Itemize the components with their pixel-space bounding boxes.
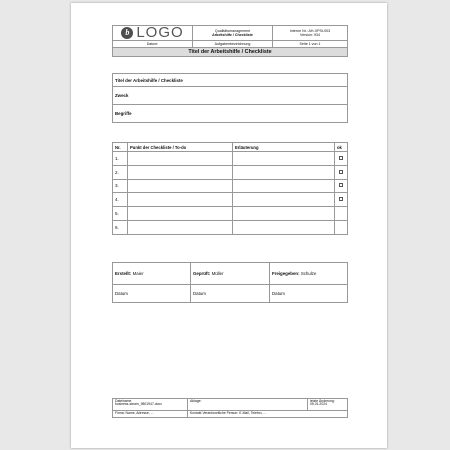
- item-cell[interactable]: [128, 220, 233, 234]
- footer-storage: Ablage:: [188, 399, 308, 411]
- checkbox[interactable]: [339, 156, 343, 160]
- explanation-cell[interactable]: [233, 207, 335, 221]
- document-title: Titel der Arbeitshilfe / Checkliste: [113, 48, 348, 57]
- row-number: 5.: [113, 207, 128, 221]
- header-category: Qualitätsmanagement Arbeitshilfe / Checkliste: [193, 26, 273, 41]
- logo-text: LOGO: [136, 23, 184, 41]
- created-date[interactable]: Datum: [113, 285, 191, 303]
- created-name: Maier: [132, 271, 144, 276]
- ok-cell: [335, 207, 348, 221]
- info-terms-value[interactable]: [173, 105, 348, 123]
- info-terms-label: Begriffe: [113, 105, 173, 123]
- checked-name: Müller: [211, 271, 224, 276]
- column-header-item: Punkt der Checkliste / To-do: [128, 143, 233, 152]
- info-purpose-label: Zweck: [113, 87, 173, 105]
- item-cell[interactable]: [128, 152, 233, 166]
- document-header: [112, 25, 348, 57]
- column-header-explanation: Erläuterung: [233, 143, 335, 152]
- table-row: [113, 179, 348, 193]
- footer-contact: Kontakt Verantwortliche Person: E-Mail, Telefon, ...: [188, 411, 348, 418]
- row-number: 6.: [113, 220, 128, 234]
- document-footer: [112, 398, 348, 418]
- explanation-cell[interactable]: [233, 165, 335, 179]
- item-cell[interactable]: [128, 165, 233, 179]
- item-cell[interactable]: [128, 193, 233, 207]
- document-page: [71, 3, 387, 448]
- table-row: [113, 193, 348, 207]
- column-header-ok: ok: [335, 143, 348, 152]
- table-row: [113, 165, 348, 179]
- checkbox[interactable]: [339, 183, 343, 187]
- info-purpose-value[interactable]: [173, 87, 348, 105]
- footer-filename: Dateiname business-steam_9801947.docx: [113, 399, 188, 411]
- created-label: Erstellt:: [115, 271, 132, 276]
- item-cell[interactable]: [128, 207, 233, 221]
- header-date-label: Datum:: [113, 41, 193, 48]
- explanation-cell[interactable]: [233, 220, 335, 234]
- checkbox[interactable]: [339, 197, 343, 201]
- released-cell[interactable]: [270, 263, 348, 285]
- info-block: [112, 73, 348, 123]
- header-doc-info: Interne Nr.: AH-XPSt-003 Version: 934: [273, 26, 348, 41]
- ok-cell: [335, 179, 348, 193]
- item-cell[interactable]: [128, 179, 233, 193]
- table-row: [113, 152, 348, 166]
- header-task-label: Aufgabenbezeichnung: [193, 41, 273, 48]
- header-page-number: Seite 1 von 1: [273, 41, 348, 48]
- ok-cell: [335, 193, 348, 207]
- row-number: 3.: [113, 179, 128, 193]
- created-cell[interactable]: [113, 263, 191, 285]
- ok-cell: [335, 152, 348, 166]
- checked-cell[interactable]: [191, 263, 270, 285]
- released-date[interactable]: Datum: [270, 285, 348, 303]
- row-number: 2.: [113, 165, 128, 179]
- checked-label: Geprüft:: [193, 271, 211, 276]
- footer-company: Firma: Name, Adresse, ...: [113, 411, 188, 418]
- logo: [113, 23, 193, 41]
- ok-cell: [335, 220, 348, 234]
- table-row: [113, 207, 348, 221]
- explanation-cell[interactable]: [233, 179, 335, 193]
- column-header-nr: Nr.: [113, 143, 128, 152]
- table-row: [113, 220, 348, 234]
- released-name: Schulze: [300, 271, 317, 276]
- logo-icon: b: [121, 27, 133, 39]
- ok-cell: [335, 165, 348, 179]
- checkbox[interactable]: [339, 170, 343, 174]
- checklist-table: [112, 142, 348, 235]
- footer-last-change: letzte Änderung: 05.01.2024: [308, 399, 348, 411]
- row-number: 4.: [113, 193, 128, 207]
- row-number: 1.: [113, 152, 128, 166]
- released-label: Freigegeben:: [272, 271, 300, 276]
- checked-date[interactable]: Datum: [191, 285, 270, 303]
- info-title-label: Titel der Arbeitshilfe / Checkliste: [113, 74, 348, 87]
- signoff-table: [112, 262, 348, 303]
- explanation-cell[interactable]: [233, 152, 335, 166]
- explanation-cell[interactable]: [233, 193, 335, 207]
